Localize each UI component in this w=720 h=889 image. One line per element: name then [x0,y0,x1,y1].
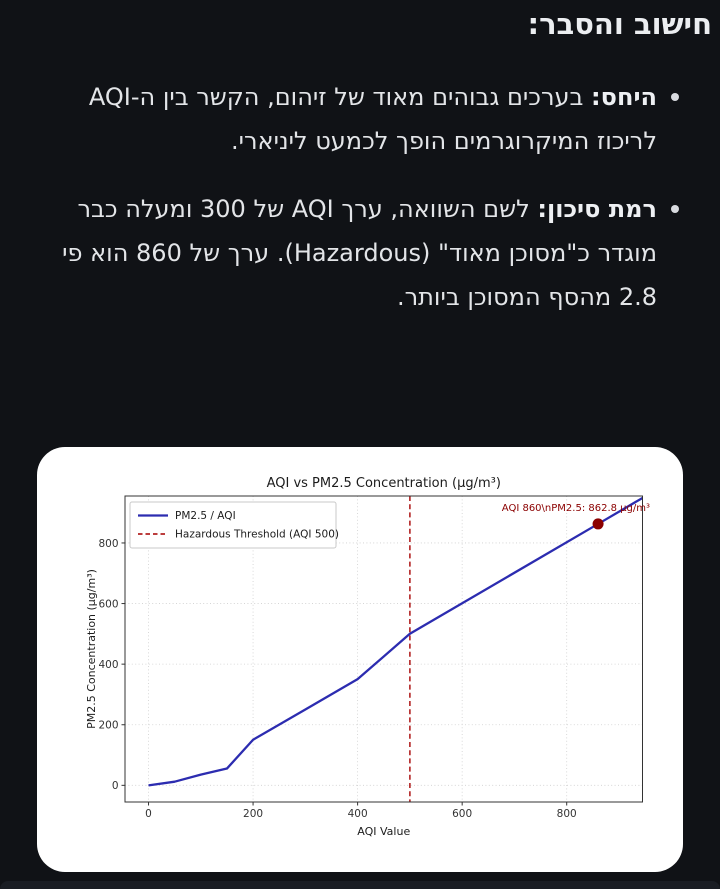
svg-text:400: 400 [347,808,368,820]
svg-text:AQI Value: AQI Value [357,825,411,838]
svg-text:400: 400 [98,658,119,671]
svg-text:600: 600 [98,598,119,611]
bullet-paragraph [57,75,657,163]
bullet-item-risk-level [0,187,720,319]
axis-labels [85,569,410,838]
data-point-marker [593,518,604,529]
chart-title [267,476,501,491]
svg-text:AQI 860\nPM2.5: 862.8 μg/m³: AQI 860\nPM2.5: 862.8 μg/m³ [501,503,650,514]
bullet-text: לשם השוואה, ערך AQI של 300 ומעלה כבר מוגדר כ"מסוכן מאוד" (Hazardous). ערך של 860 הוא פי 2.8 מהסף המסוכן ביותר. [62,195,657,311]
svg-text:200: 200 [98,719,119,732]
aqi-pm25-chart [37,447,683,872]
svg-text:800: 800 [98,537,119,550]
svg-text:AQI vs PM2.5 Concentration (μg: AQI vs PM2.5 Concentration (μg/m³) [266,476,501,491]
chart-annotation [502,503,650,514]
bullet-item-ratio [0,75,720,163]
chart-legend [130,502,339,548]
bullet-dot-icon [671,93,679,101]
svg-text:600: 600 [452,808,473,820]
svg-text:800: 800 [556,808,577,820]
svg-text:200: 200 [243,808,264,820]
bullet-paragraph [57,187,657,319]
bullet-lead: רמת סיכון: [537,195,657,223]
bullet-dot-icon [671,205,679,213]
chart-image-card[interactable] [37,447,683,872]
bullet-list [0,75,720,319]
svg-text:PM2.5 / AQI: PM2.5 / AQI [175,510,236,523]
svg-text:PM2.5 Concentration (μg/m³): PM2.5 Concentration (μg/m³) [85,569,98,729]
svg-text:Hazardous Threshold (AQI 500): Hazardous Threshold (AQI 500) [175,528,339,541]
bullet-text: בערכים גבוהים מאוד של זיהום, הקשר בין ה-AQI לריכוז המיקרוגרמים הופך לכמעט ליניארי. [88,83,657,155]
chart-tick-labels [98,538,576,820]
bottom-panel-edge [0,881,720,889]
bullet-lead: היחס: [591,83,657,111]
page-title: חישוב והסבר: [527,7,712,41]
svg-text:0: 0 [111,780,119,793]
svg-text:0: 0 [145,808,152,820]
